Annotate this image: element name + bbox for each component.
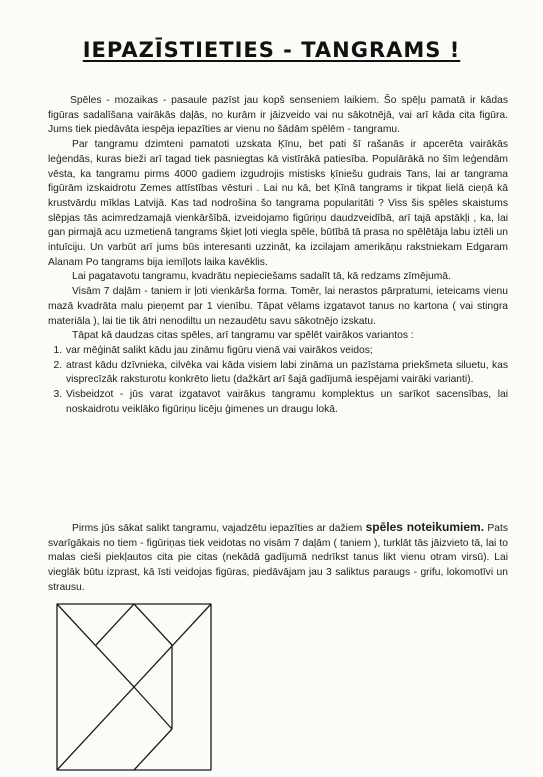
rules-intro-text: Pirms jūs sākat salikt tangramu, vajadzētu iepazīties ar dažiem <box>72 523 363 534</box>
tangram-square-edge <box>134 604 172 645</box>
rules-paragraph <box>48 520 508 596</box>
page-title: IEPAZĪSTIETIES - TANGRAMS ! <box>82 38 461 62</box>
variants-list <box>48 344 508 418</box>
rules-body-text: Pats svarīgākais no tiem - figūriņas tiek veidotas no visām 7 daļām ( taniem ), turklāt tās jāizvieto tā, lai to malas cieši piekļautos cita pie citas (nekādā gadījumā nedrīkst tanus likt vienu otram virsū). Lai vieglāk būtu izprast, kā īsti veidojas figūras, piedāvājam jau 3 saliktus paraugs - grifu, lokomotīvi un strausu. <box>48 523 508 593</box>
tangram-lower-edge <box>134 687 172 729</box>
history-paragraph: Par tangramu dzimteni pamatoti uzskata Ķīnu, bet pati šī rašanās ir apcerēta vairākās leģendās, kuras bieži arī tagad tiek pasniegtas kā vistīrākā patiesība. Populārākā no šīm leģendām vēsta, ka tangramu pirms 4000 gadiem izgudrojis mistisks ķīniešu gudrais Tans, lai ar tangrama figūrām izskaidrotu Zemes attīstības vēsturi . Lai nu kā, bet Ķīnā tangrams ir tikpat lielā cieņā kā krustvārdu mīklas Latvijā. Kas tad nodrošina šo tangrama popularitāti ? Viss šis spēles skaistums slēpjas tās acimredzamajā vienkāršībā, izveidojamo figūriņu daudzveidībā, arī tajā apstākļi , ka, lai gan pirmajā acu uzmetienā tangrams šķiet ļoti viegla spēle, būtībā tā prasa no spēlētāja labu iztēli un intuīciju. Un varbūt arī jums būs interesanti uzzināt, ka izcilajam amerikāņu rakstniekam Edgaram Alanam Po tangrams bija iemīļots laika kavēklis. <box>48 139 508 268</box>
list-item: 2. atrast kādu dzīvnieka, cilvēka vai kāda visiem labi zināma un pazīstama priekšmeta siluetu, kas visprecīzāk raksturotu konkrēto lietu (dažkārt arī šajā gadījumā iespējami vairāki varianti). <box>65 359 508 388</box>
tangram-diagram <box>55 602 213 772</box>
tangram-small-triangle-edge <box>96 604 134 645</box>
make-paragraph: Lai pagatavotu tangramu, kvadrātu nepieciešams sadalīt tā, kā redzams zīmējumā. <box>72 271 451 283</box>
tangram-bottom-edge <box>134 729 172 770</box>
rules-section <box>48 520 508 596</box>
pieces-paragraph: Visām 7 daļām - taniem ir ļoti vienkārša forma. Tomēr, lai nerastos pārpratumi, ieteicams vienu mazā kvadrāta malu pieņemt par 1 vienību. Tāpat vēlams izgatavot tanus no kartona ( vai stingra materiāla ), lai tie tik ātri nenodiltu un nezaudētu savu sākotnējo izskatu. <box>48 286 508 327</box>
variants-intro: Tāpat kā daudzas citas spēles, arī tangramu var spēlēt vairākos variantos : <box>72 330 414 342</box>
rules-emphasis: spēles noteikumiem. <box>365 520 485 534</box>
list-item: 3. Visbeidzot - jūs varat izgatavot vairākus tangramu komplektus un sarīkot sacensības, lai noskaidrotu veiklāko figūriņu licēju ģimenes un draugu lokā. <box>65 388 508 417</box>
article-body <box>48 94 508 417</box>
intro-paragraph: Spēles - mozaikas - pasaule pazīst jau kopš senseniem laikiem. Šo spēļu pamatā ir kādas figūras sadalīšana vairākās daļās, no kurām ir jāizveido vai nu sākotnējā, vai arī kāda cita figūra. Jums tiek piedāvāta iespēja iepazīties ar vienu no šādām spēlēm - tangramu. <box>48 95 508 136</box>
list-item: 1. var mēģināt salikt kādu jau zināmu figūru vienā vai vairākos veidos; <box>65 344 508 359</box>
tangram-drawing <box>55 602 213 772</box>
